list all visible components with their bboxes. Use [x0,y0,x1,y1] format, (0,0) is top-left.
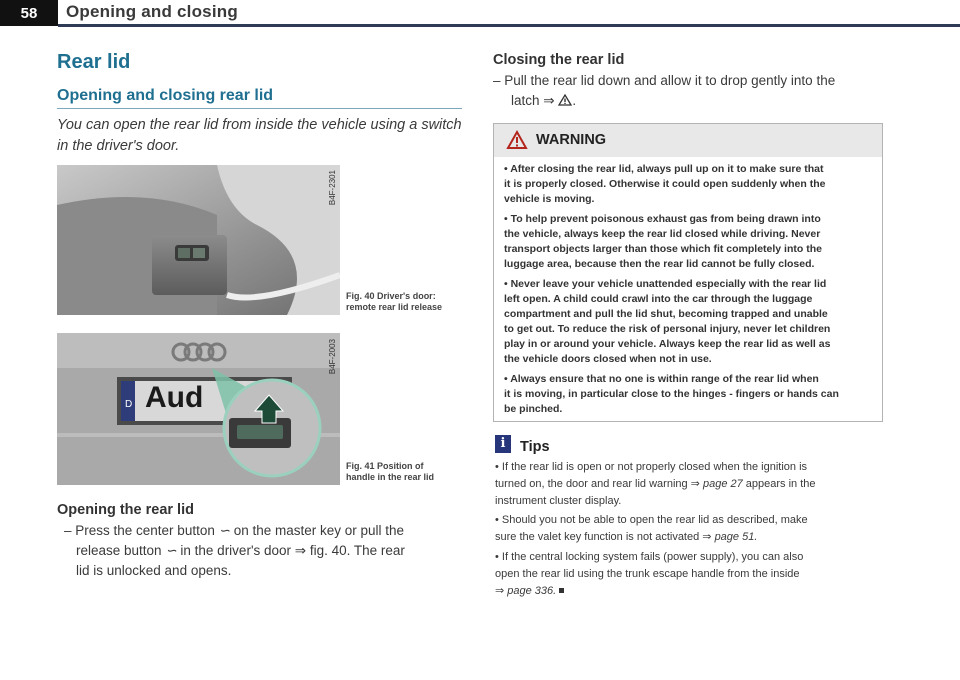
tips-title: Tips [520,439,550,455]
door-switch-illustration [57,165,340,315]
closing-text: – Pull the rear lid down and allow it to drop gently into the latch ⇒ . [493,71,893,111]
tip-1-page-ref: page 27 [702,478,743,490]
page-number: 58 [0,0,58,26]
plate-text: Aud [145,381,204,414]
warning-bullet-1: • After closing the rear lid, always pull up on it to make sure that it is properly closed. Otherwise it could open suddenly when the vehicle is moving. [504,163,826,205]
section-subtitle: Opening and closing rear lid [57,87,274,104]
opening-line1b: on the master key or pull the [233,523,405,538]
figure-40-caption [346,291,476,313]
opening-line1: – Press the center button [64,523,215,538]
warning-triangle-icon [558,94,572,106]
figure-41-caption-line1: Position of [377,461,424,471]
closing-line1: – Pull the rear lid down and allow it to drop gently into the [493,73,836,88]
figure-40-caption-line1: Driver's door: [377,291,436,301]
figure-40-image [57,165,340,315]
warning-bullet-4: • Always ensure that no one is within range of the rear lid when it is moving, in particular close to the hinges - fingers or hands can be pinched. [504,373,839,415]
figure-41-caption [346,461,476,483]
tip-2-page-ref: page 51. [714,531,758,543]
warning-title: WARNING [536,132,607,148]
tip-2: • Should you not be able to open the rear lid as described, make sure the valet key function is not activated ⇒ page 51. [495,514,808,543]
tip-3: • If the central locking system fails (power supply), you can also open the rear lid using the trunk escape handle from the inside ⇒ page 336. [495,551,804,597]
subtitle-rule [57,108,462,109]
warning-bullet-3: • Never leave your vehicle unattended especially with the rear lid left open. A child could crawl into the car through the luggage compartment and pull the lid shut, becoming trapped and unable to get out. To reduce the risk of personal injury, never let children play in or around your vehicle. Always keep the rear lid as well as the vehicle doors closed when not in use. [504,278,831,365]
opening-line2: release button [76,543,162,558]
header-rule [58,24,960,27]
unlock-symbol-icon-2: ∽ [165,543,177,558]
tip-3-page-ref: page 336. [507,585,557,597]
chapter-title: Opening and closing [66,2,238,21]
intro-text: You can open the rear lid from inside the vehicle using a switch in the driver's door. [57,117,462,154]
tip-1: • If the rear lid is open or not properly closed when the ignition is turned on, the door and rear lid warning ⇒ page 27 appears in the instrument cluster display. [495,461,816,507]
figure-40-caption-line2: remote rear lid release [346,302,443,312]
figure-41-caption-line2: handle in the rear lid [346,472,435,482]
figure-40-code: B4F-2301 [328,170,337,206]
figure-41-number: Fig. 41 [346,461,375,471]
opening-line2b: in the driver's door ⇒ fig. 40. The rear [180,543,405,558]
figure-41-image [57,333,340,485]
warning-box [493,123,883,422]
opening-line3: lid is unlocked and opens. [76,563,232,578]
plate-country: D [125,399,133,410]
section-title: Rear lid [57,51,131,73]
closing-title: Closing the rear lid [493,52,625,68]
warning-bullet-2: • To help prevent poisonous exhaust gas from being drawn into the vehicle, always keep the rear lid closed while driving. Never transport objects larger than those which fit completely into the luggage area, because then the rear lid cannot be fully closed. [504,213,822,270]
figure-40-number: Fig. 40 [346,291,375,301]
warning-icon [506,130,528,150]
figure-41-code: B4F-2003 [328,339,337,375]
closing-line2: latch ⇒ [511,93,555,108]
unlock-symbol-icon: ∽ [218,523,230,538]
opening-text [64,521,474,581]
info-icon: i [495,435,511,453]
end-marker-icon [559,588,564,593]
opening-title: Opening the rear lid [57,502,194,518]
